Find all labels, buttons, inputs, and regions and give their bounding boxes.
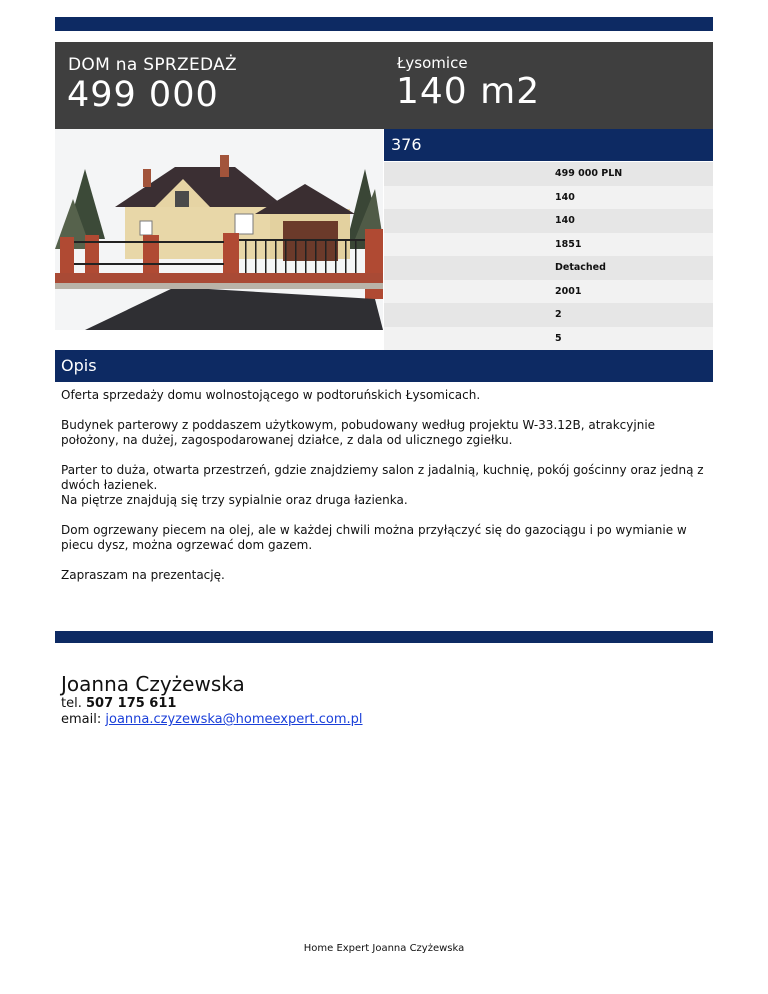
- property-type: DOM na SPRZEDAŻ: [68, 55, 237, 75]
- email-label: email:: [61, 712, 102, 727]
- description-paragraph: Zapraszam na prezentację.: [61, 568, 225, 582]
- spec-value: 5: [555, 332, 562, 344]
- agent-email: [61, 712, 363, 728]
- spec-row: [384, 209, 713, 233]
- spec-value: 2001: [555, 285, 582, 297]
- listing-id: 376: [391, 135, 422, 154]
- description-body: [61, 388, 709, 598]
- spec-row: [384, 162, 713, 186]
- email-link[interactable]: joanna.czyzewska@homeexpert.com.pl: [105, 712, 363, 727]
- spec-row: [384, 280, 713, 304]
- spec-value: 2: [555, 309, 562, 320]
- agent-contact: [61, 672, 363, 728]
- spec-table: [384, 162, 713, 350]
- description-paragraph: [61, 463, 709, 508]
- footer-text: Home Expert Joanna Czyżewska: [303, 943, 465, 954]
- spec-value: 140: [555, 215, 575, 226]
- top-accent-bar: [55, 17, 713, 31]
- spec-value: 140: [555, 191, 575, 203]
- phone-number: 507 175 611: [85, 696, 177, 711]
- listing-id-bar: [384, 129, 713, 161]
- agent-name: Joanna Czyżewska: [61, 672, 245, 696]
- spec-value: 499 000 PLN: [555, 168, 623, 179]
- description-line: Parter to duża, otwarta przestrzeń, gdzie znajdziemy salon z jadalnią, kuchnię, pokój gościnny oraz jedną z dwóch łazienek.: [61, 463, 704, 492]
- phone-label: tel.: [61, 696, 82, 711]
- description-header: [55, 350, 713, 382]
- description-paragraph: Dom ogrzewany piecem na olej, ale w każdej chwili można przyłączyć się do gazociągu i po wymianie w piecu dysz, można ogrzewać dom gazem.: [61, 523, 687, 552]
- description-paragraph: Oferta sprzedaży domu wolnostojącego w podtoruńskich Łysomicach.: [61, 388, 481, 402]
- spec-row: [384, 327, 713, 351]
- description-title: Opis: [61, 356, 97, 375]
- spec-row: [384, 256, 713, 280]
- description-line: Na piętrze znajdują się trzy sypialnie oraz druga łazienka.: [61, 493, 408, 507]
- spec-value: Detached: [555, 262, 606, 273]
- description-paragraph: Budynek parterowy z poddaszem użytkowym, pobudowany według projektu W-33.12B, atrakcyjnie położony, na dużej, zagospodarowanej działce, z dala od ulicznego zgiełku.: [61, 418, 656, 447]
- house-photo: [55, 129, 383, 330]
- spec-value: 1851: [555, 238, 582, 250]
- bottom-accent-bar: [55, 631, 713, 643]
- property-city: Łysomice: [397, 54, 468, 72]
- listing-header: [55, 42, 713, 129]
- spec-row: [384, 233, 713, 257]
- property-price: 499 000: [67, 75, 219, 115]
- spec-row: [384, 186, 713, 210]
- property-area: 140 m2: [396, 71, 541, 112]
- agent-phone: [61, 696, 363, 712]
- spec-row: [384, 303, 713, 327]
